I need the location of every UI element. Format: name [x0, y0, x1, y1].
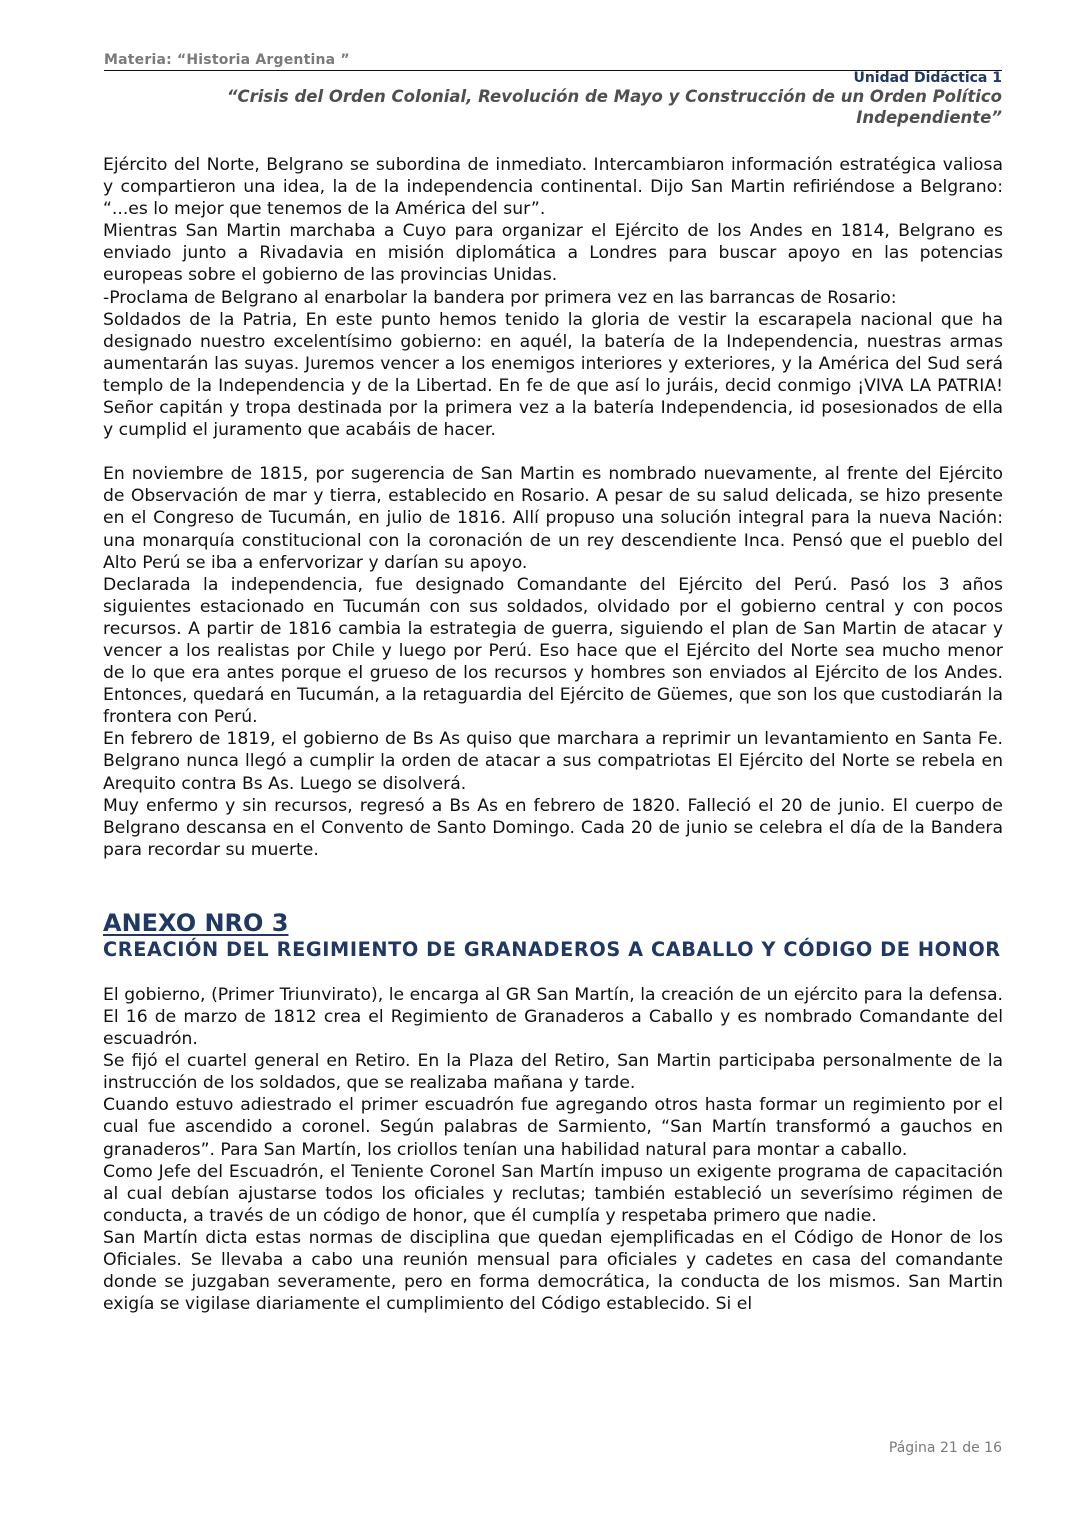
subject-label: Materia: “Historia Argentina ”	[104, 52, 350, 68]
paragraph: En noviembre de 1815, por sugerencia de San Martin es nombrado nuevamente, al frente del Ejército de Observación de mar y tierra, establecido en Rosario. A pesar de su salud delicada, se hizo presente en el Congreso de Tucumán, en julio de 1816. Allí propuso una solución integral para la nueva Nación: una monarquía constitucional con la coronación de un rey descendiente Inca. Pensó que el pueblo del Alto Perú se iba a enfervorizar y darían su apoyo.	[103, 464, 1003, 573]
paragraph-gap	[103, 441, 1003, 463]
page-number: Página 21 de 16	[888, 1440, 1002, 1456]
page-content	[103, 154, 1003, 1315]
paragraph: Muy enfermo y sin recursos, regresó a Bs As en febrero de 1820. Falleció el 20 de junio. El cuerpo de Belgrano descansa en el Convento de Santo Domingo. Cada 20 de junio se celebra el día de la Bandera para recordar su muerte.	[103, 795, 1003, 860]
anexo-subheading: CREACIÓN DEL REGIMIENTO DE GRANADEROS A CABALLO Y CÓDIGO DE HONOR	[103, 937, 1001, 961]
unit-title: “Crisis del Orden Colonial, Revolución de Mayo y Construcción de un Orden Político Independiente”	[226, 87, 1002, 127]
paragraph-gap	[103, 962, 1003, 984]
anexo-heading: ANEXO NRO 3	[103, 908, 289, 937]
proclamation-paragraph: Soldados de la Patria, En este punto hemos tenido la gloria de vestir la escarapela nacional que ha designado nuestro excelentísimo gobierno: en aquél, la batería de la Independencia, nuestras armas aumentarán las suyas. Juremos vencer a los enemigos interiores y exteriores, y la América del Sud será templo de la Independencia y de la Libertad. En fe de que así lo juráis, decid conmigo ¡VIVA LA PATRIA! Señor capitán y tropa destinada por la primera vez a la batería Independencia, id posesionados de ella y cumplid el juramento que acabáis de hacer.	[103, 309, 1003, 441]
paragraph: Ejército del Norte, Belgrano se subordina de inmediato. Intercambiaron información estratégica valiosa y compartieron una idea, la de la independencia continental. Dijo San Martin refiriéndose a Belgrano: “...es lo mejor que tenemos de la América del sur”.	[103, 155, 1003, 220]
paragraph: En febrero de 1819, el gobierno de Bs As quiso que marchara a reprimir un levantamiento en Santa Fe. Belgrano nunca llegó a cumplir la orden de atacar a sus compatriotas El Ejército del Norte se rebela en Arequito contra Bs As. Luego se disolverá.	[103, 729, 1003, 794]
paragraph: Como Jefe del Escuadrón, el Teniente Coronel San Martín impuso un exigente programa de capacitación al cual debían ajustarse todos los oficiales y reclutas; también estableció un severísimo régimen de conducta, a través de un código de honor, que él cumplía y respetaba primero que nadie.	[103, 1161, 1003, 1226]
paragraph: Se fijó el cuartel general en Retiro. En la Plaza del Retiro, San Martin participaba personalmente de la instrucción de los soldados, que se realizaba mañana y tarde.	[103, 1051, 1003, 1094]
paragraph: -Proclama de Belgrano al enarbolar la bandera por primera vez en las barrancas de Rosario:	[103, 287, 897, 308]
paragraph: Cuando estuvo adiestrado el primer escuadrón fue agregando otros hasta formar un regimiento por el cual fue ascendido a coronel. Según palabras de Sarmiento, “San Martín transformó a gauchos en granaderos”. Para San Martín, los criollos tenían una habilidad natural para montar a caballo.	[103, 1095, 1003, 1160]
document-header	[142, 70, 1002, 128]
unit-label: Unidad Didáctica 1	[853, 70, 1002, 86]
paragraph: San Martín dicta estas normas de disciplina que quedan ejemplificadas en el Código de Honor de los Oficiales. Se llevaba a cabo una reunión mensual para oficiales y cadetes en casa del comandante donde se juzgaban severamente, pero en forma democrática, la conducta de los mismos. San Martin exigía se vigilase diariamente el cumplimiento del Código establecido. Si el	[103, 1227, 1003, 1315]
paragraph: Mientras San Martin marchaba a Cuyo para organizar el Ejército de los Andes en 1814, Belgrano es enviado junto a Rivadavia en misión diplomática a Londres para buscar apoyo en las potencias europeas sobre el gobierno de las provincias Unidas.	[103, 221, 1003, 286]
paragraph: El gobierno, (Primer Triunvirato), le encarga al GR San Martín, la creación de un ejército para la defensa. El 16 de marzo de 1812 crea el Regimiento de Granaderos a Caballo y es nombrado Comandante del escuadrón.	[103, 984, 1003, 1050]
section-gap	[103, 861, 1003, 909]
paragraph: Declarada la independencia, fue designado Comandante del Ejército del Perú. Pasó los 3 años siguientes estacionado en Tucumán con sus soldados, olvidado por el gobierno central y con pocos recursos. A partir de 1816 cambia la estrategia de guerra, siguiendo el plan de San Martin de atacar y vencer a los realistas por Chile y luego por Perú. Eso hace que el Ejército del Norte sea mucho menor de lo que era antes porque el grueso de los recursos y hombres son enviados al Ejército de los Andes. Entonces, quedará en Tucumán, a la retaguardia del Ejército de Güemes, que son los que custodiarán la frontera con Perú.	[103, 574, 1003, 728]
